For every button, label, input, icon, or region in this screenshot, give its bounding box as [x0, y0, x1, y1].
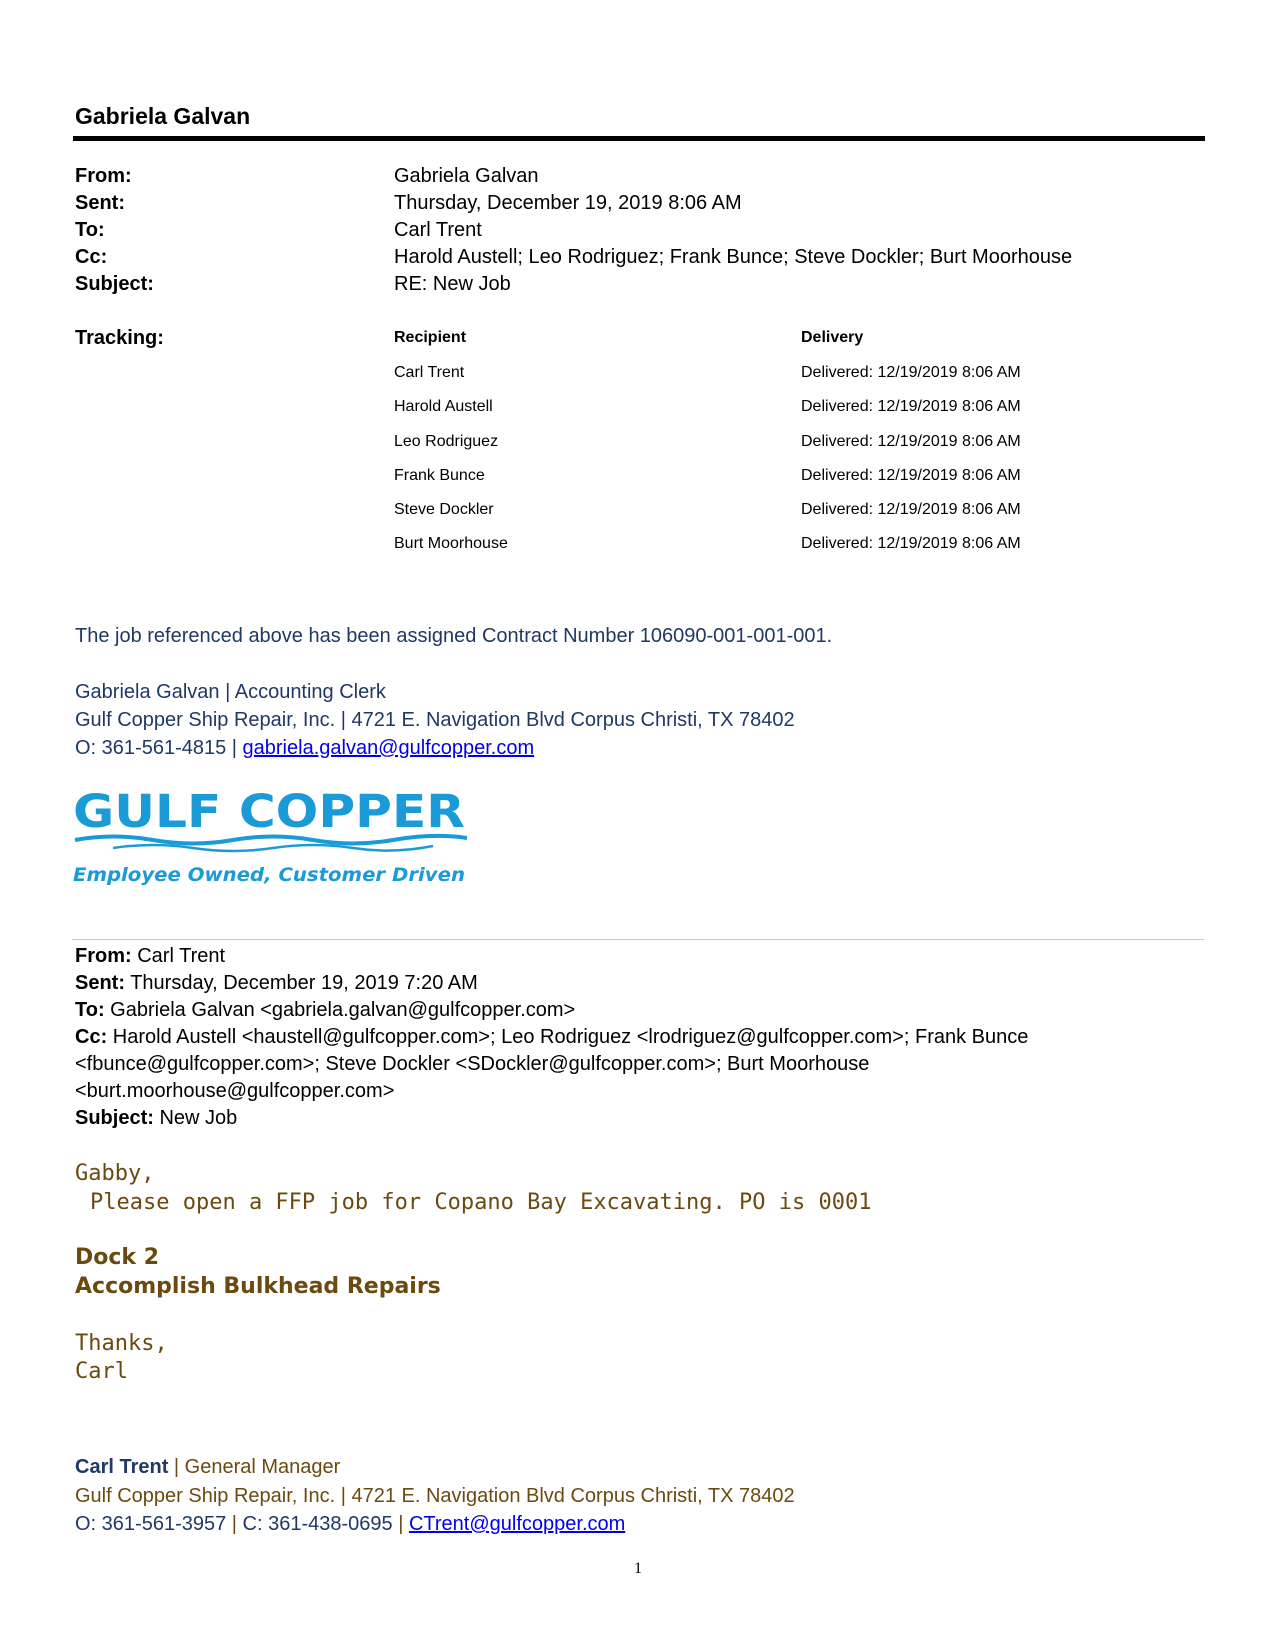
tracking-delivery: Delivered: 12/19/2019 8:06 AM: [801, 398, 1021, 415]
gulf-copper-logo: [73, 783, 469, 889]
cc-label: Cc:: [75, 246, 108, 268]
sent-label: Sent:: [75, 192, 125, 214]
original-cc: Cc: Harold Austell <haustell@gulfcopper.com>; Leo Rodriguez <lrodriguez@gulfcopper.com>; Frank Bunce: [75, 1026, 1029, 1048]
message-separator: [72, 939, 1204, 940]
tracking-delivery: Delivered: 12/19/2019 8:06 AM: [801, 501, 1021, 518]
message-sign-name: Carl: [75, 1359, 128, 1384]
reply-signature-company: Gulf Copper Ship Repair, Inc. | 4721 E. Navigation Blvd Corpus Christi, TX 78402: [75, 709, 795, 731]
carl-signature-name: Carl Trent | General Manager: [75, 1456, 341, 1478]
message-task: Accomplish Bulkhead Repairs: [75, 1274, 441, 1299]
logo-wave: [113, 845, 433, 851]
tracking-delivery: Delivered: 12/19/2019 8:06 AM: [801, 364, 1021, 381]
tracking-recipient: Burt Moorhouse: [394, 535, 508, 552]
carl-signature-contact: O: 361-561-3957 | C: 361-438-0695 | CTrent@gulfcopper.com: [75, 1513, 626, 1535]
reply-email-link[interactable]: gabriela.galvan@gulfcopper.com: [242, 737, 535, 759]
original-from: From: Carl Trent: [75, 945, 226, 967]
message-dock: Dock 2: [75, 1245, 160, 1270]
reply-signature-name: Gabriela Galvan | Accounting Clerk: [75, 681, 386, 703]
subject-label: Subject:: [75, 273, 154, 295]
page-number: 1: [634, 1560, 642, 1577]
reply-body: The job referenced above has been assigned Contract Number 106090-001-001-001.: [75, 625, 833, 647]
to-value: Carl Trent: [394, 219, 482, 241]
subject-value: RE: New Job: [394, 273, 511, 295]
original-to: To: Gabriela Galvan <gabriela.galvan@gulfcopper.com>: [75, 999, 576, 1021]
tracking-recipient: Harold Austell: [394, 398, 493, 415]
to-label: To:: [75, 219, 105, 241]
logo-wave: [75, 836, 467, 844]
carl-email-link[interactable]: CTrent@gulfcopper.com: [408, 1513, 626, 1535]
delivery-column-header: Delivery: [801, 329, 864, 346]
carl-signature-company: Gulf Copper Ship Repair, Inc. | 4721 E. Navigation Blvd Corpus Christi, TX 78402: [75, 1485, 795, 1507]
sent-value: Thursday, December 19, 2019 8:06 AM: [394, 192, 742, 214]
reply-phone: O: 361-561-4815 |: [75, 737, 243, 759]
cc-value: Harold Austell; Leo Rodriguez; Frank Bunce; Steve Dockler; Burt Moorhouse: [394, 246, 1073, 268]
recipient-column-header: Recipient: [394, 329, 467, 346]
original-sent: Sent: Thursday, December 19, 2019 7:20 AM: [75, 972, 478, 994]
tracking-recipient: Carl Trent: [394, 364, 465, 381]
original-subject: Subject: New Job: [75, 1107, 238, 1129]
tracking-delivery: Delivered: 12/19/2019 8:06 AM: [801, 535, 1021, 552]
from-value: Gabriela Galvan: [394, 165, 539, 187]
message-line: Please open a FFP job for Copano Bay Excavating. PO is 0001: [90, 1190, 872, 1215]
tracking-recipient: Frank Bunce: [394, 467, 485, 484]
message-thanks: Thanks,: [75, 1331, 168, 1356]
tracking-label: Tracking:: [75, 327, 164, 349]
message-greeting: Gabby,: [75, 1161, 155, 1186]
logo-tagline: Employee Owned, Customer Driven: [73, 864, 465, 886]
reply-signature-contact: [75, 737, 534, 760]
logo-wordmark: GULF COPPER: [73, 785, 465, 838]
title-divider: [73, 136, 1205, 141]
from-label: From:: [75, 165, 132, 187]
tracking-recipient: Steve Dockler: [394, 501, 494, 518]
tracking-delivery: Delivered: 12/19/2019 8:06 AM: [801, 467, 1021, 484]
page-title: Gabriela Galvan: [75, 103, 251, 129]
original-cc-cont: <burt.moorhouse@gulfcopper.com>: [75, 1080, 395, 1102]
tracking-delivery: Delivered: 12/19/2019 8:06 AM: [801, 433, 1021, 450]
tracking-recipient: Leo Rodriguez: [394, 433, 499, 450]
original-cc-cont: <fbunce@gulfcopper.com>; Steve Dockler <SDockler@gulfcopper.com>; Burt Moorhouse: [75, 1053, 870, 1075]
